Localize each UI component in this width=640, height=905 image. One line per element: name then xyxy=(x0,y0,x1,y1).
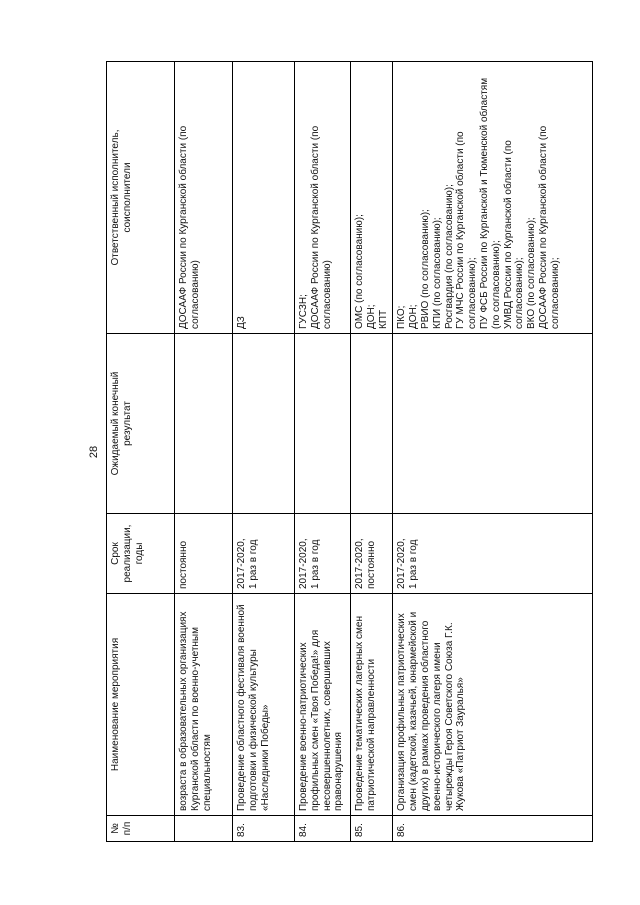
row-result xyxy=(175,334,233,514)
row-name: Проведение областного фестиваля военной подготовки и физической культуры «Наследники Победы» xyxy=(233,594,295,816)
row-name: Организация профильных патриотических смен (кадетской, казачьей, юнармейской и других) в рамках проведения областного военно-исторического лагеря имени четырежды Героя Советского Союза Г.К. Жукова «Патриот Зауралья» xyxy=(393,594,593,816)
row-result xyxy=(351,334,393,514)
row-num: 83. xyxy=(233,816,295,842)
header-executor: Ответственный исполнитель, соисполнители xyxy=(107,62,175,334)
header-period: Срок реализации, годы xyxy=(107,514,175,594)
row-result xyxy=(295,334,351,514)
header-num: № п/п xyxy=(107,816,175,842)
row-executor: ОМС (по согласованию); ДОН; КПТ xyxy=(351,62,393,334)
row-num xyxy=(175,816,233,842)
row-period: 2017-2020, постоянно xyxy=(351,514,393,594)
rotated-page xyxy=(60,62,580,842)
header-result: Ожидаемый конечный результат xyxy=(107,334,175,514)
table-row xyxy=(233,62,295,842)
row-num: 86. xyxy=(393,816,593,842)
row-name: Проведение тематических лагерных смен патриотической направленности xyxy=(351,594,393,816)
row-executor: ДОСААФ России по Курганской области (по согласованию) xyxy=(175,62,233,334)
table-row xyxy=(351,62,393,842)
table-row xyxy=(295,62,351,842)
row-executor: ПКО; ДОН; РВИО (по согласованию); КПИ (по согласованию); Росгвардия (по согласованию); ГУ МЧС России по Курганской области (по согласованию); ПУ ФСБ России по Курганской и Тюменской областям (по согласованию); УМВД России по Курганской области (по согласованию); ВКО (по согласованию); ДОСААФ России по Курганской области (по согласованию); xyxy=(393,62,593,334)
page-number: 28 xyxy=(88,445,100,459)
table-header-row xyxy=(107,62,175,842)
table-row xyxy=(175,62,233,842)
row-num: 84. xyxy=(295,816,351,842)
row-executor: ДЗ xyxy=(233,62,295,334)
row-period: постоянно xyxy=(175,514,233,594)
row-period: 2017-2020, 1 раз в год xyxy=(393,514,593,594)
measures-table xyxy=(106,61,593,842)
row-name: Проведение военно-патриотических профильных смен «Твоя Победа!» для несовершеннолетних, совершивших правонарушения xyxy=(295,594,351,816)
row-num: 85. xyxy=(351,816,393,842)
row-name: возраста в образовательных организациях Курганской области по военно-учетным специальностям xyxy=(175,594,233,816)
row-executor: ГУСЗН; ДОСААФ России по Курганской области (по согласованию) xyxy=(295,62,351,334)
row-period: 2017-2020, 1 раз в год xyxy=(295,514,351,594)
header-name: Наименование мероприятия xyxy=(107,594,175,816)
row-period: 2017-2020, 1 раз в год xyxy=(233,514,295,594)
row-result xyxy=(233,334,295,514)
table-row xyxy=(393,62,593,842)
row-result xyxy=(393,334,593,514)
